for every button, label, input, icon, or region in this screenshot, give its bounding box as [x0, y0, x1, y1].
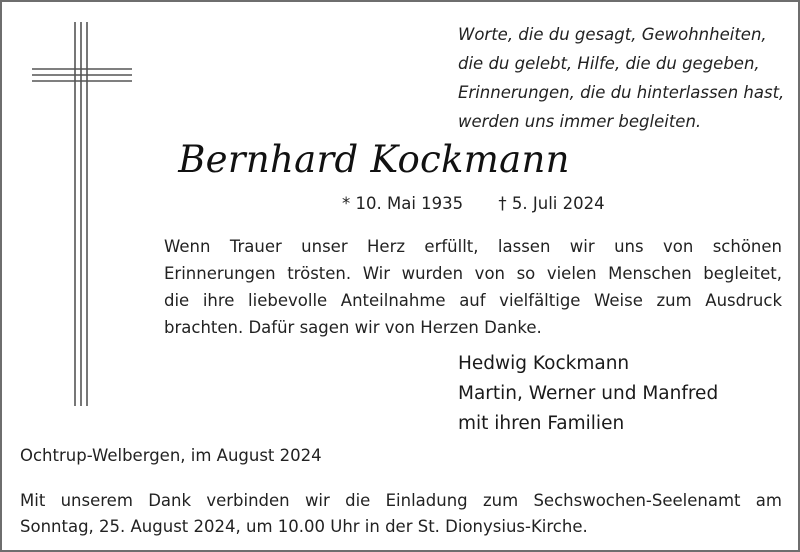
poem	[458, 20, 794, 136]
family-line: Martin, Werner und Manfred	[458, 383, 719, 404]
thank-you-message	[164, 233, 782, 341]
death-date: † 5. Juli 2024	[498, 194, 605, 213]
family-line: mit ihren Familien	[458, 413, 625, 434]
birth-date: * 10. Mai 1935	[342, 194, 464, 213]
family-line: Hedwig Kockmann	[458, 353, 630, 374]
deceased-name: Bernhard Kockmann	[178, 138, 570, 181]
poem-line: Erinnerungen, die du hinterlassen hast,	[458, 83, 785, 102]
invitation-line: Sonntag, 25. August 2024, um 10.00 Uhr in der St. Dionysius-Kirche.	[20, 517, 588, 536]
message-line: Wenn Trauer unser Herz erfüllt, lassen wir uns von schönen	[164, 237, 782, 256]
poem-line: werden uns immer begleiten.	[458, 112, 702, 131]
life-dates	[342, 194, 605, 213]
cross-icon	[2, 2, 142, 422]
invitation	[20, 488, 782, 540]
place-date: Ochtrup-Welbergen, im August 2024	[20, 446, 322, 465]
family-signature	[458, 349, 718, 439]
message-line: brachten. Dafür sagen wir von Herzen Danke.	[164, 318, 542, 337]
poem-line: die du gelebt, Hilfe, die du gegeben,	[458, 54, 760, 73]
poem-line: Worte, die du gesagt, Gewohnheiten,	[458, 25, 767, 44]
invitation-line: Mit unserem Dank verbinden wir die Einladung zum Sechswochen-Seelenamt am	[20, 491, 782, 510]
message-line: Erinnerungen trösten. Wir wurden von so vielen Menschen begleitet,	[164, 264, 782, 283]
message-line: die ihre liebevolle Anteilnahme auf vielfältige Weise zum Ausdruck	[164, 291, 782, 310]
